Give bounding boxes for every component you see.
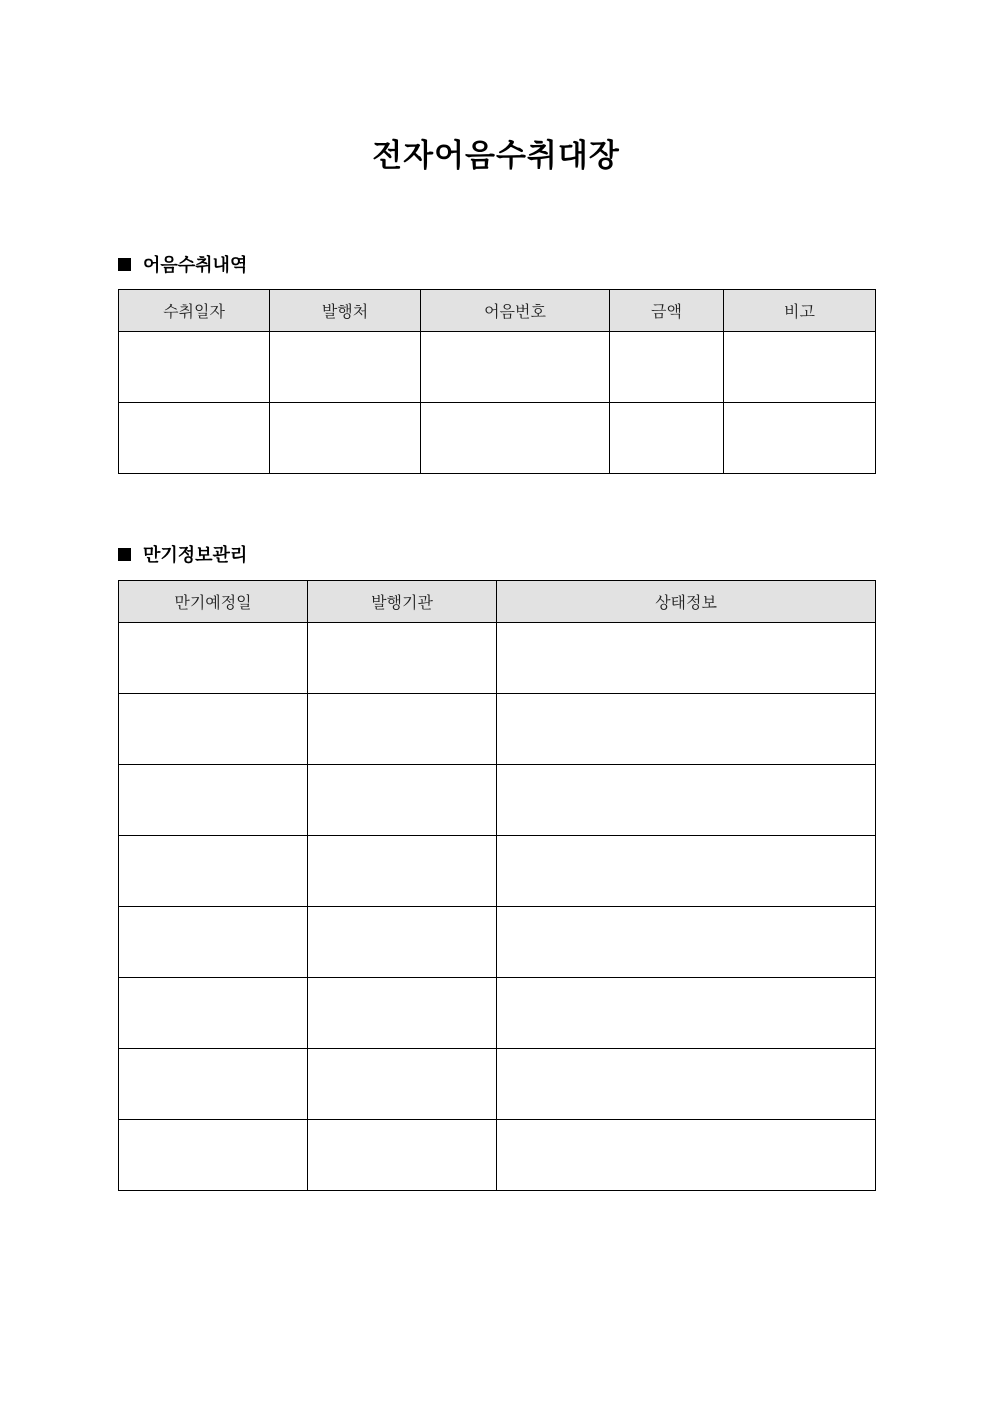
column-header: 금액 bbox=[610, 290, 724, 332]
table-cell[interactable] bbox=[308, 765, 497, 836]
page-title: 전자어음수취대장 bbox=[372, 138, 620, 174]
table-cell[interactable] bbox=[610, 332, 724, 403]
table-cell[interactable] bbox=[308, 694, 497, 765]
table-cell[interactable] bbox=[497, 978, 876, 1049]
section-heading-label: 만기정보관리 bbox=[143, 545, 248, 566]
table-cell[interactable] bbox=[497, 694, 876, 765]
table-row bbox=[119, 1120, 876, 1191]
table-cell[interactable] bbox=[119, 907, 308, 978]
section-heading-receipt bbox=[118, 252, 247, 276]
table-row bbox=[119, 403, 876, 474]
table-row bbox=[119, 765, 876, 836]
column-header: 발행기관 bbox=[308, 581, 497, 623]
table-cell[interactable] bbox=[308, 978, 497, 1049]
table-cell[interactable] bbox=[497, 1049, 876, 1120]
column-header: 발행처 bbox=[270, 290, 421, 332]
table-cell[interactable] bbox=[119, 1120, 308, 1191]
table-cell[interactable] bbox=[119, 765, 308, 836]
column-header: 상태정보 bbox=[497, 581, 876, 623]
maturity-table bbox=[118, 580, 876, 1191]
table-row bbox=[119, 1049, 876, 1120]
table-cell[interactable] bbox=[724, 332, 876, 403]
table-cell[interactable] bbox=[497, 623, 876, 694]
table-cell[interactable] bbox=[270, 332, 421, 403]
table-cell[interactable] bbox=[497, 1120, 876, 1191]
table-cell[interactable] bbox=[270, 403, 421, 474]
table-cell[interactable] bbox=[421, 403, 610, 474]
column-header: 비고 bbox=[724, 290, 876, 332]
table-cell[interactable] bbox=[308, 1120, 497, 1191]
square-bullet-icon bbox=[118, 548, 131, 561]
table-row bbox=[119, 694, 876, 765]
table-cell[interactable] bbox=[119, 332, 270, 403]
table-row bbox=[119, 978, 876, 1049]
table-cell[interactable] bbox=[119, 836, 308, 907]
table-header-row bbox=[119, 581, 876, 623]
table-row bbox=[119, 332, 876, 403]
table-cell[interactable] bbox=[119, 623, 308, 694]
table-cell[interactable] bbox=[308, 1049, 497, 1120]
column-header: 수취일자 bbox=[119, 290, 270, 332]
table-cell[interactable] bbox=[308, 623, 497, 694]
table-cell[interactable] bbox=[724, 403, 876, 474]
table-cell[interactable] bbox=[497, 836, 876, 907]
section-heading-maturity bbox=[118, 542, 247, 566]
table-row bbox=[119, 907, 876, 978]
table-row bbox=[119, 836, 876, 907]
table-header-row bbox=[119, 290, 876, 332]
column-header: 만기예정일 bbox=[119, 581, 308, 623]
column-header: 어음번호 bbox=[421, 290, 610, 332]
table-cell[interactable] bbox=[119, 403, 270, 474]
section-heading-label: 어음수취내역 bbox=[143, 255, 248, 276]
table-cell[interactable] bbox=[497, 765, 876, 836]
table-cell[interactable] bbox=[497, 907, 876, 978]
receipt-table bbox=[118, 289, 876, 474]
table-cell[interactable] bbox=[119, 694, 308, 765]
table-cell[interactable] bbox=[610, 403, 724, 474]
square-bullet-icon bbox=[118, 258, 131, 271]
table-cell[interactable] bbox=[308, 836, 497, 907]
table-cell[interactable] bbox=[308, 907, 497, 978]
table-cell[interactable] bbox=[119, 1049, 308, 1120]
table-cell[interactable] bbox=[421, 332, 610, 403]
table-row bbox=[119, 623, 876, 694]
table-cell[interactable] bbox=[119, 978, 308, 1049]
